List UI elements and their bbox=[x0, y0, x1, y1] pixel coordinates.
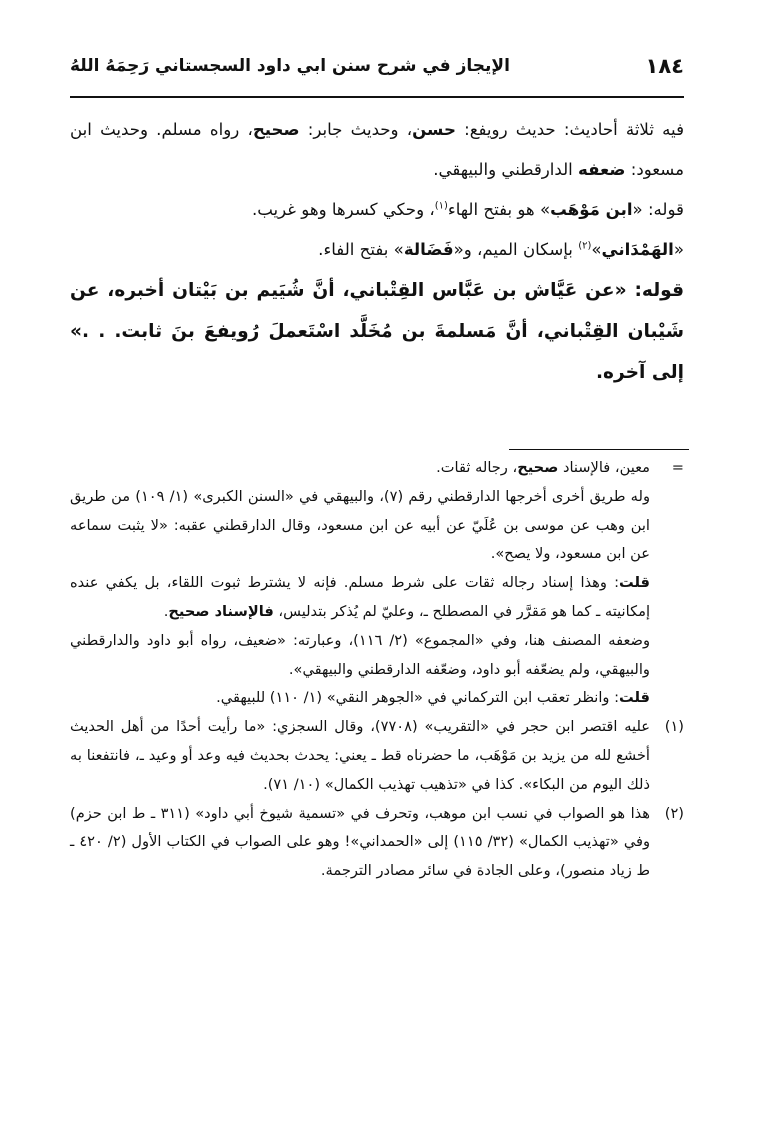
text-span: » bbox=[591, 240, 602, 259]
text-span: ، رواه مسلم. وحديث ابن مسعود: bbox=[70, 120, 684, 179]
grade-hasan: حسن bbox=[412, 120, 456, 139]
text-span: بإسكان الميم، و« bbox=[453, 240, 579, 259]
note-paragraph bbox=[70, 684, 650, 713]
running-title: الإيجاز في شرح سنن ابي داود السجستاني رَحِمَهُ اللهُ bbox=[70, 56, 510, 76]
text-span: ، وحديث جابر: bbox=[299, 120, 413, 139]
main-text bbox=[70, 110, 684, 393]
footnote-number: (٢) bbox=[664, 804, 684, 822]
text-span: قوله: « bbox=[614, 280, 685, 301]
footnote-text: عليه اقتصر ابن حجر في «التقريب» (٧٧٠٨)، وقال السجزي: «ما رأيت أحدًا من أهل الحديث أخشع لله من يزيد بن مَوْهَب، ما حضرناه قط ـ يعني: يحدث بحديث فيه وعد أو وعيد ـ، فانتفعنا به ذلك اليوم من البكاء». كذا في «تذهيب تهذيب الكمال» (١٠/ ٧١). bbox=[70, 718, 651, 793]
note-paragraph: وله طريق أخرى أخرجها الدارقطني رقم (٧)، والبيهقي في «السنن الكبرى» (١/ ١٠٩) من طريق ابن وهب عن موسى بن عُلَيّ عن أبيه عن ابن مسعود، وقال الدارقطني عقبه: «لا يثبت سماعه عن ابن مسعود، ولا يصح». bbox=[70, 487, 650, 563]
text-span: ، وحكي كسرها وهو غريب. bbox=[251, 200, 435, 219]
page-header bbox=[70, 52, 684, 98]
footnote-ref-2[interactable]: (٢) bbox=[578, 240, 592, 252]
continuation-marker: = bbox=[671, 459, 684, 476]
paragraph-hadiths bbox=[70, 110, 684, 190]
text-span: فيه ثلاثة أحاديث: حديث رويفع: bbox=[455, 120, 685, 139]
grade-daif: ضعفه bbox=[578, 160, 626, 179]
footnote-text: هذا هو الصواب في نسب ابن موهب، وتحرف في «تسمية شيوخ أبي داود» (٣١١ ـ ط ابن حزم) وفي «تهذيب الكمال» (٣٢/ ١١٥) إلى «الحمداني»! وهو على الصواب في الكتاب الأول (٢/ ٤٢٠ ـ ط زياد منصور)، وعلى الجادة في سائر مصادر الترجمة. bbox=[70, 804, 651, 880]
text-span: » هو بفتح الهاء bbox=[447, 200, 551, 219]
note-paragraph: وضعفه المصنف هنا، وفي «المجموع» (٢/ ١١٦)، وعبارته: «ضعيف، رواه أبو داود والدارقطني والبيهقي، ولم يضعّفه أبو داود، وضعّفه الدارقطني والبيهقي». bbox=[70, 631, 650, 678]
footnote-continuation bbox=[70, 454, 684, 483]
footnote-2 bbox=[70, 800, 684, 886]
footnotes bbox=[70, 454, 684, 886]
grade-sahih: صحيح bbox=[517, 459, 559, 476]
text-span: : وانظر تعقب ابن التركماني في «الجوهر النقي» (١/ ١١٠) للبيهقي. bbox=[216, 689, 620, 707]
grade-sahih: صحيح bbox=[252, 120, 300, 139]
term-fadala: فَضَالة bbox=[403, 240, 454, 259]
paragraph-hamdani bbox=[70, 230, 684, 270]
isnad-verdict: فالإسناد صحيح bbox=[168, 602, 274, 620]
term-ibn-mawhab: ابن مَوْهَب bbox=[550, 200, 633, 219]
text-span: . bbox=[163, 602, 169, 620]
text-span: : وهذا إسناد رجاله ثقات على شرط مسلم. فإنه لا يشترط ثبوت اللقاء، بل يكفي عنده إمكانيته ـ كما هو مَقرَّر في المصطلح ـ، وعليّ لم يُذكر بتدليس، bbox=[70, 574, 650, 620]
text-span: « bbox=[673, 240, 684, 259]
qultu-label: قلت bbox=[619, 689, 650, 707]
term-hamdani: الهَمْدَاني bbox=[601, 240, 674, 259]
text-span: » بفتح الفاء. bbox=[318, 240, 404, 259]
footnote-ref-1[interactable]: (١) bbox=[434, 200, 448, 212]
text-span: ، رجاله ثقات. bbox=[436, 459, 518, 476]
page-number: ١٨٤ bbox=[645, 54, 684, 78]
text-span: قوله: « bbox=[632, 200, 684, 219]
paragraph-ibn-mawhab bbox=[70, 190, 684, 230]
footnote-separator bbox=[509, 449, 689, 450]
qultu-label: قلت bbox=[619, 574, 650, 592]
isnad-quote: عن عَيَّاش بن عَبَّاس القِتْباني، أنَّ شُيَيم بن بَيْتان أخبره، عن شَيْبان القِتْباني، أنَّ مَسلمةَ بن مُخَلَّد اسْتَعملَ رُويفعَ بنَ ثابت. . . bbox=[70, 280, 684, 342]
text-span: الدارقطني والبيهقي. bbox=[433, 160, 579, 179]
footnote-continuation-body bbox=[70, 483, 684, 713]
paragraph-isnad-quote bbox=[70, 270, 684, 393]
text-span: معين، فالإسناد bbox=[558, 459, 650, 476]
text-span: » إلى آخره. bbox=[70, 321, 684, 383]
note-paragraph bbox=[70, 569, 650, 627]
footnote-1 bbox=[70, 713, 684, 799]
footnote-number: (١) bbox=[664, 718, 684, 736]
